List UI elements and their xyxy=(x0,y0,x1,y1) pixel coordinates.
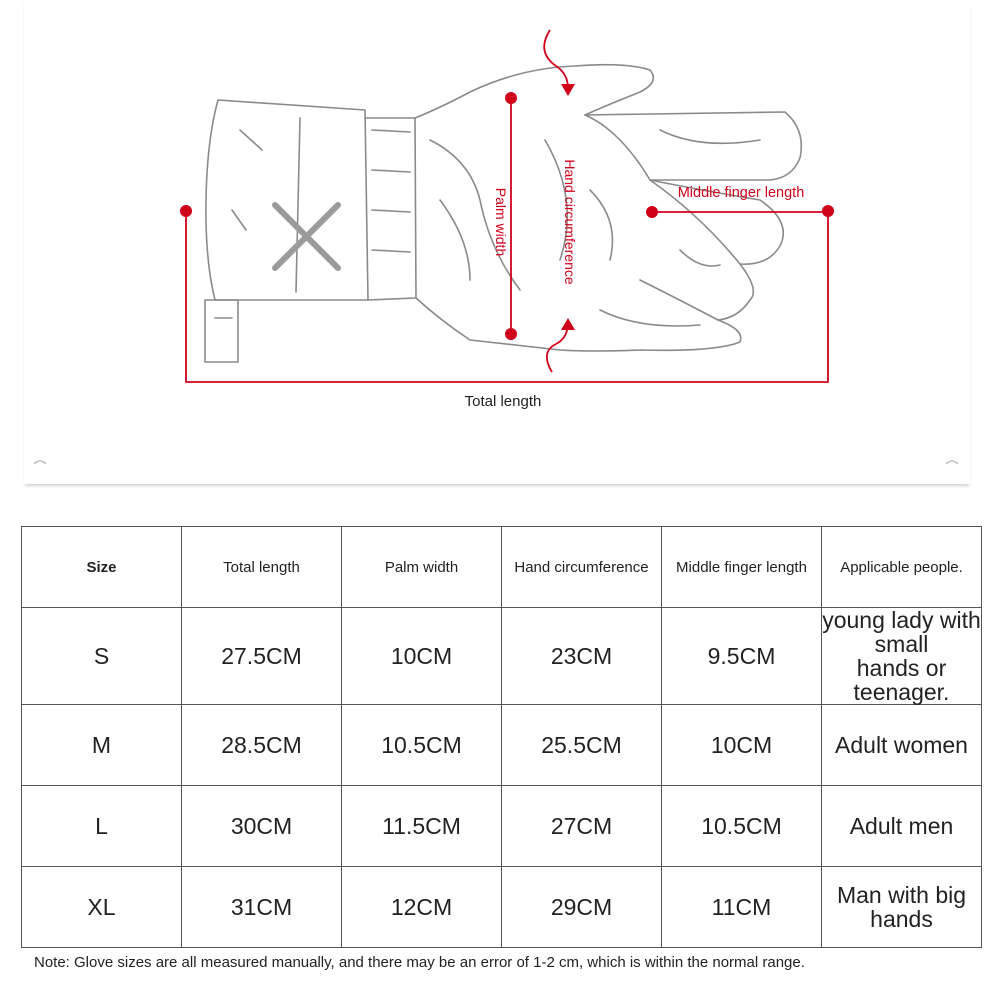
table-row xyxy=(22,608,982,705)
card-corner-mark-left xyxy=(34,461,46,464)
middle-finger-length-header: Middle finger length xyxy=(662,527,822,608)
arrowhead-bottom-icon xyxy=(561,318,575,330)
table-header-row xyxy=(22,527,982,608)
size-cell: M xyxy=(22,705,182,786)
table-row xyxy=(22,867,982,948)
palm-width-cell: 10CM xyxy=(342,608,502,705)
middle-finger-length-cell: 10.5CM xyxy=(662,786,822,867)
middle-finger-start-dot xyxy=(646,206,658,218)
applicable-people-cell xyxy=(822,608,982,705)
total-length-cell: 30CM xyxy=(182,786,342,867)
middle-finger-length-cell: 10CM xyxy=(662,705,822,786)
palm-width-bottom-dot xyxy=(505,328,517,340)
palm-width-top-dot xyxy=(505,92,517,104)
middle-finger-length-cell: 9.5CM xyxy=(662,608,822,705)
applicable-people-cell xyxy=(822,867,982,948)
total-length-cell: 28.5CM xyxy=(182,705,342,786)
hand-circumference-header: Hand circumference xyxy=(502,527,662,608)
hand-circumference-label: Hand circumference xyxy=(562,159,578,285)
size-cell: S xyxy=(22,608,182,705)
palm-width-label: Palm width xyxy=(493,187,509,257)
size-column-header: Size xyxy=(22,527,182,608)
total-length-header: Total length xyxy=(182,527,342,608)
card-corner-mark-right xyxy=(946,461,958,464)
size-cell: L xyxy=(22,786,182,867)
applicable-people-cell xyxy=(822,705,982,786)
applicable-people-line: young lady with small xyxy=(822,607,981,657)
applicable-people-line: Man with big hands xyxy=(836,882,967,932)
palm-width-cell: 12CM xyxy=(342,867,502,948)
applicable-people-header: Applicable people. xyxy=(822,527,982,608)
total-length-start-dot xyxy=(180,205,192,217)
table-row xyxy=(22,705,982,786)
size-cell: XL xyxy=(22,867,182,948)
applicable-people-line: Adult women xyxy=(835,732,968,758)
applicable-people-cell xyxy=(822,786,982,867)
size-table xyxy=(21,526,982,948)
total-length-label: Total length xyxy=(464,393,542,410)
middle-finger-length-cell: 11CM xyxy=(662,867,822,948)
palm-width-cell: 11.5CM xyxy=(342,786,502,867)
measurement-note: Note: Glove sizes are all measured manually, and there may be an error of 1-2 cm, which is within the normal range. xyxy=(34,954,805,971)
glove-diagram xyxy=(0,0,1001,490)
palm-width-cell: 10.5CM xyxy=(342,705,502,786)
circumference-arrow-top xyxy=(544,30,568,88)
hand-circumference-cell: 23CM xyxy=(502,608,662,705)
applicable-people-line: hands or teenager. xyxy=(853,655,950,705)
hand-circumference-cell: 25.5CM xyxy=(502,705,662,786)
hand-circumference-cell: 27CM xyxy=(502,786,662,867)
hand-circumference-cell: 29CM xyxy=(502,867,662,948)
total-length-end-dot xyxy=(822,205,834,217)
applicable-people-line: Adult men xyxy=(849,813,954,839)
total-length-cell: 27.5CM xyxy=(182,608,342,705)
arrowhead-top-icon xyxy=(561,84,575,96)
middle-finger-length-label: Middle finger length xyxy=(677,185,805,201)
palm-width-header: Palm width xyxy=(342,527,502,608)
total-length-cell: 31CM xyxy=(182,867,342,948)
table-row xyxy=(22,786,982,867)
